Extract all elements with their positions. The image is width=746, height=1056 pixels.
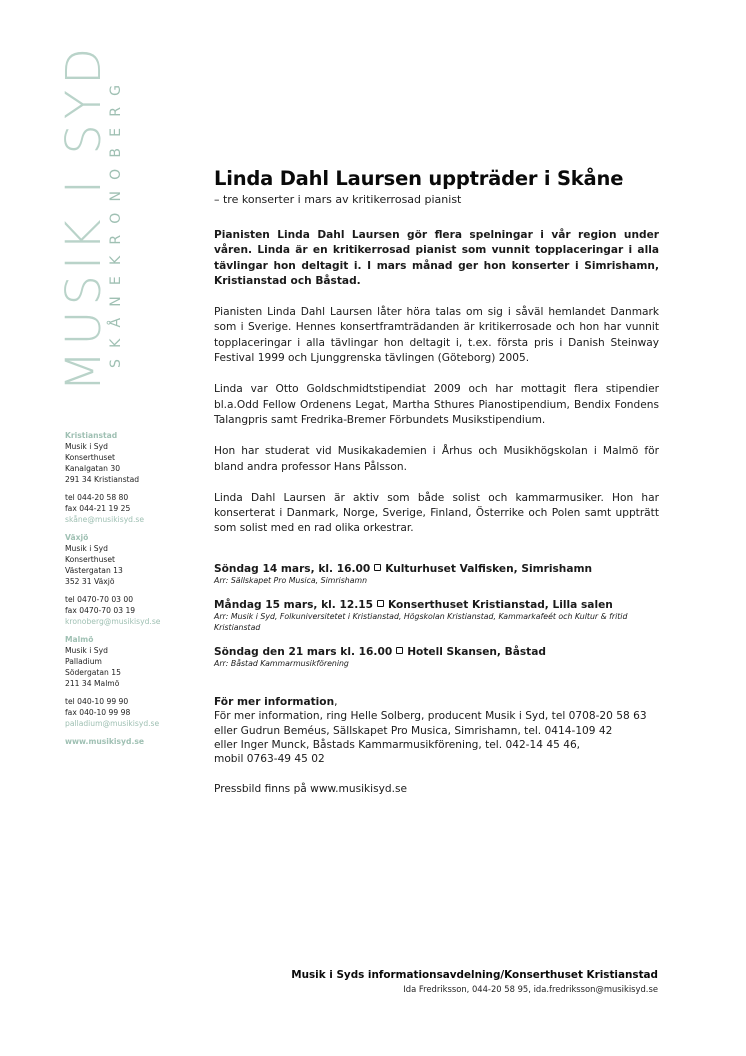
concert-venue: Hotell Skansen, Båstad	[407, 646, 546, 659]
office-fax: fax 044-21 19 25	[65, 504, 131, 513]
office-line: Musik i Syd	[65, 442, 108, 451]
concert-venue: Kulturhuset Valfisken, Simrishamn	[385, 562, 593, 575]
body-paragraph: Pianisten Linda Dahl Laursen låter höra talas om sig i såväl hemlandet Danmark som i Sverige. Hennes konsertframträdanden är kritikerrosade och hon har vunnit topplaceringar i alla tävlingar hon deltagit i, t.ex. första pris i Danish Steinway Festival 1999 och Ljunggrenska tävlingen (Göteborg) 2005.	[214, 306, 659, 365]
office-line: Konserthuset	[65, 453, 116, 462]
office-kristianstad	[65, 430, 195, 525]
concert-date: Söndag 14 mars, kl. 16.00	[214, 562, 371, 575]
office-line: Konserthuset	[65, 555, 116, 564]
contact-info	[214, 695, 659, 796]
footer-organization: Musik i Syds informationsavdelning/Konserthuset Kristianstad	[291, 969, 658, 981]
logo-wordmark: MUSIK I SYD	[56, 42, 112, 392]
office-city: Malmö	[65, 635, 94, 644]
office-line: Södergatan 15	[65, 668, 121, 677]
office-line: 352 31 Växjö	[65, 577, 115, 586]
footer	[291, 968, 658, 995]
info-line: eller Inger Munck, Båstads Kammarmusikförening, tel. 042-14 45 46,	[214, 738, 581, 751]
concert-organizer: Arr: Båstad Kammarmusikförening	[214, 659, 349, 669]
office-email-link[interactable]: palladium@musikisyd.se	[65, 719, 160, 728]
office-line: Musik i Syd	[65, 646, 108, 655]
office-line: 291 34 Kristianstad	[65, 475, 140, 484]
concert-date: Söndag den 21 mars kl. 16.00	[214, 646, 393, 659]
concert-date: Måndag 15 mars, kl. 12.15	[214, 599, 373, 612]
lead-paragraph: Pianisten Linda Dahl Laursen gör flera spelningar i vår region under våren. Linda är en kritikerrosad pianist som vunnit topplaceringar i alla tävlingar hon deltagit i. I mars månad ger hon konserter i Simrishamn, Kristianstad och Båstad.	[214, 229, 659, 287]
body-paragraph: Hon har studerat vid Musikakademien i Århus och Musikhögskolan i Malmö för bland andra professor Hans Pålsson.	[214, 445, 659, 473]
logo	[56, 42, 130, 396]
square-bullet-icon	[374, 564, 381, 571]
website-link[interactable]: www.musikisyd.se	[65, 737, 144, 746]
logo-region: SKÅNEKRONOBERG	[108, 73, 124, 368]
office-fax: fax 0470-70 03 19	[65, 606, 136, 615]
concert-organizer: Arr: Musik i Syd, Folkuniversitetet i Kristianstad, Högskolan Kristianstad, Kammarkafeét och Kultur & fritid Kristianstad	[214, 612, 628, 632]
office-line: Kanalgatan 30	[65, 464, 121, 473]
info-line: För mer information, ring Helle Solberg, producent Musik i Syd, tel 0708-20 58 63	[214, 710, 647, 723]
concert-item	[214, 645, 659, 670]
footer-contact: Ida Fredriksson, 044-20 58 95, ida.fredriksson@musikisyd.se	[403, 984, 658, 994]
press-release	[214, 166, 659, 796]
office-tel: tel 044-20 58 80	[65, 493, 129, 502]
info-line: mobil 0763-49 45 02	[214, 753, 325, 766]
body-paragraph: Linda var Otto Goldschmidtstipendiat 2009 och har mottagit flera stipendier bl.a.Odd Fellow Ordenens Legat, Martha Sthures Pianostipendium, Bendix Fondens Talangpris samt Fredrika-Bremer Förbundets Musikstipendium.	[214, 383, 659, 426]
concert-item	[214, 598, 659, 633]
office-vaxjo	[65, 532, 195, 627]
office-malmo	[65, 634, 195, 729]
press-image-note: Pressbild finns på www.musikisyd.se	[214, 782, 408, 795]
concert-venue: Konserthuset Kristianstad, Lilla salen	[388, 599, 613, 612]
office-line: Musik i Syd	[65, 544, 108, 553]
page-subtitle: – tre konserter i mars av kritikerrosad pianist	[214, 193, 462, 206]
square-bullet-icon	[377, 600, 384, 607]
square-bullet-icon	[396, 647, 403, 654]
concert-organizer: Arr: Sällskapet Pro Musica, Simrishamn	[214, 575, 368, 585]
info-heading-suffix: ,	[334, 695, 338, 708]
office-line: Västergatan 13	[65, 566, 123, 575]
office-city: Kristianstad	[65, 431, 118, 440]
office-fax: fax 040-10 99 98	[65, 708, 131, 717]
body-paragraph: Linda Dahl Laursen är aktiv som både solist och kammarmusiker. Hon har konserterat i Danmark, Norge, Sverige, Finland, Österrike och Polen samt uppträtt som solist med en rad olika orkestrar.	[214, 491, 659, 535]
office-tel: tel 0470-70 03 00	[65, 595, 134, 604]
page-title: Linda Dahl Laursen uppträder i Skåne	[214, 167, 624, 190]
office-line: Palladium	[65, 657, 102, 666]
office-email-link[interactable]: skåne@musikisyd.se	[65, 515, 145, 524]
info-line: eller Gudrun Beméus, Sällskapet Pro Musica, Simrishamn, tel. 0414-109 42	[214, 724, 613, 737]
concert-item	[214, 562, 659, 587]
office-email-link[interactable]: kronoberg@musikisyd.se	[65, 617, 161, 626]
concert-list	[214, 562, 659, 670]
address-sidebar	[65, 430, 195, 747]
info-heading: För mer information	[214, 695, 335, 708]
office-line: 211 34 Malmö	[65, 679, 120, 688]
office-tel: tel 040-10 99 90	[65, 697, 129, 706]
office-city: Växjö	[65, 533, 89, 542]
